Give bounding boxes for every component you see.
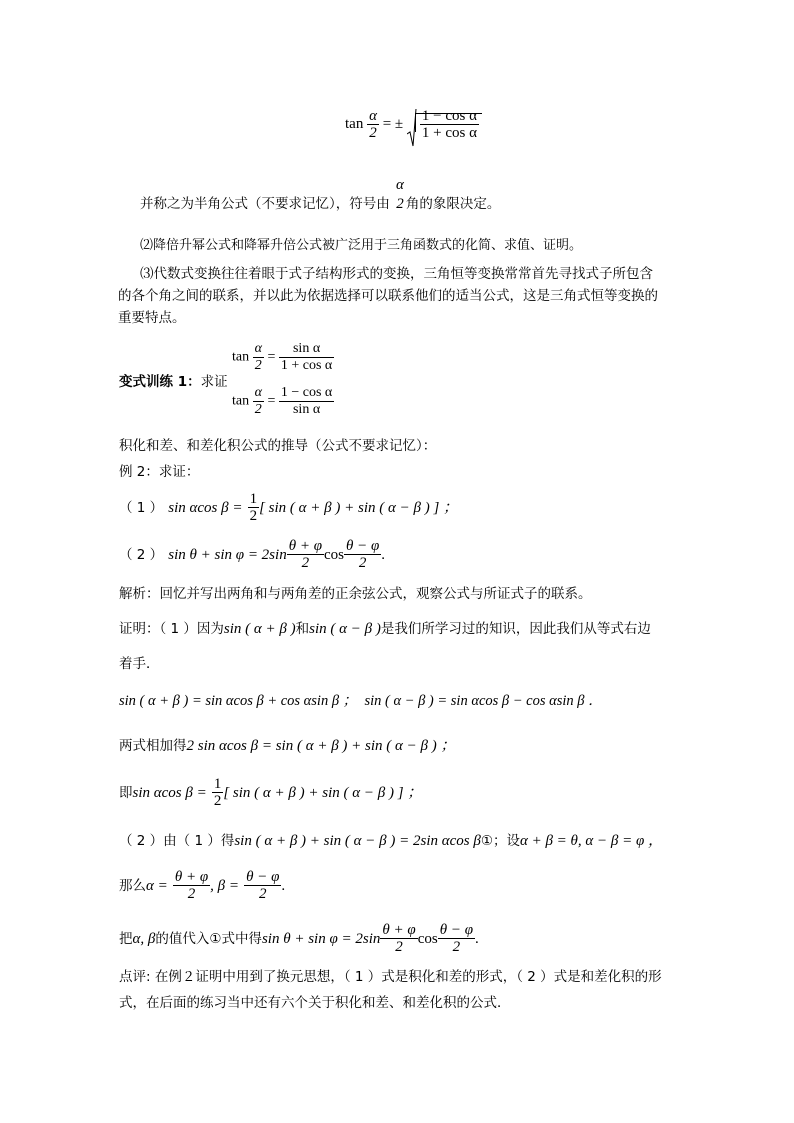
radical-sign-icon <box>407 108 417 148</box>
exercise-1-formula-b: tan $\frac{\alpha}{2}$ = $\frac{\text{1 − cos α}}{\text{sin α}}$ <box>232 385 333 417</box>
alpha-over-two: $\frac{\alpha}{2}$ <box>369 108 377 141</box>
example-2-item-1: （ 1 ） sin αcos β = $\frac{1}{2}$ [ sin ( α + β ) + sin ( α − β ) ] ； <box>119 491 459 524</box>
sqrt-fraction: $\frac{\text{1 − cos α}}{\text{1 + cos α}}$ <box>421 108 477 141</box>
proof-ji: 即sin αcos β = $\frac{1}{2}$ [ sin ( α + β ) + sin ( α − β ) ] ； <box>119 776 423 809</box>
comment: 点评: 在例２证明中用到了换元思想，（ 1 ）式是积化和差的形式，（ 2 ）式是和差化积的形 式，在后面的练习当中还有六个关于积化和差、和差化积的公式． <box>119 969 662 1011</box>
example-2-title: 例 2：求证： <box>119 464 200 480</box>
square-root <box>407 108 482 141</box>
note-2: ⑵降倍升幂公式和降幂升倍公式被广泛用于三角函数式的化简、求值、证明。 <box>140 238 583 253</box>
proof-line-2: 着手． <box>119 656 160 672</box>
note-3: ⑶代数式变换往往着眼于式子结构形式的变换，三角恒等变换常常首先寻找式子所包含 的各个角之间的联系，并以此为依据选择可以联系他们的适当公式，这是三角式恒等变换的 重要特点。 <box>118 266 658 326</box>
section-title: 积化和差、和差化积公式的推导（公式不要求记忆）： <box>119 438 437 454</box>
alpha-over-two-small: α 2 <box>396 177 404 212</box>
proof-sum: 两式相加得2 sin αcos β = sin ( α + β ) + sin ( α − β ) ； <box>119 738 456 754</box>
exercise-1-formula-a: tan $\frac{\alpha}{2}$ = $\frac{\text{sin α}}{\text{1 + cos α}}$ <box>232 341 333 373</box>
proof-substitution: 把α, β的值代入①式中得sin θ + sin φ = 2sin $\frac{\theta + \varphi}{2}$ cos $\frac{\theta - \varphi}{2}$ . <box>119 922 479 955</box>
proof-part-2: （ 2 ）由（ 1 ）得sin ( α + β ) + sin ( α − β ) = 2sin αcos β①；设α + β = θ, α − β = φ ， <box>119 833 664 849</box>
proof-line-1: 证明：（ 1 ）因为sin ( α + β )和sin ( α − β )是我们所学习过的知识，因此我们从等式右边 <box>119 621 651 637</box>
proof-then: 那么α = $\frac{\theta + \varphi}{2}$ , β = $\frac{\theta - \varphi}{2}$ . <box>119 869 286 902</box>
proof-expansion: sin ( α + β ) = sin αcos β + cos αsin β ； sin ( α − β ) = sin αcos β − cos αsin β ． <box>119 693 603 709</box>
half-angle-note: 并称之为半角公式（不要求记忆），符号由 α 2 角的象限决定。 <box>140 177 501 212</box>
tan-label: tan <box>345 115 364 132</box>
formula-tan-half-angle-sqrt: tan $\frac{\alpha}{2}$ = ± $\frac{\text{1 − cos α}}{\text{1 + cos α}}$ <box>345 108 545 141</box>
example-2-item-2: （ 2 ） sin θ + sin φ = 2sin $\frac{\theta + \varphi}{2}$ cos $\frac{\theta - \varphi}{2}$ . <box>119 538 386 571</box>
analysis: 解析：回忆并写出两角和与两角差的正余弦公式，观察公式与所证式子的联系。 <box>119 586 592 602</box>
exercise-1-label: 变式训练 1：求证 <box>119 374 228 390</box>
